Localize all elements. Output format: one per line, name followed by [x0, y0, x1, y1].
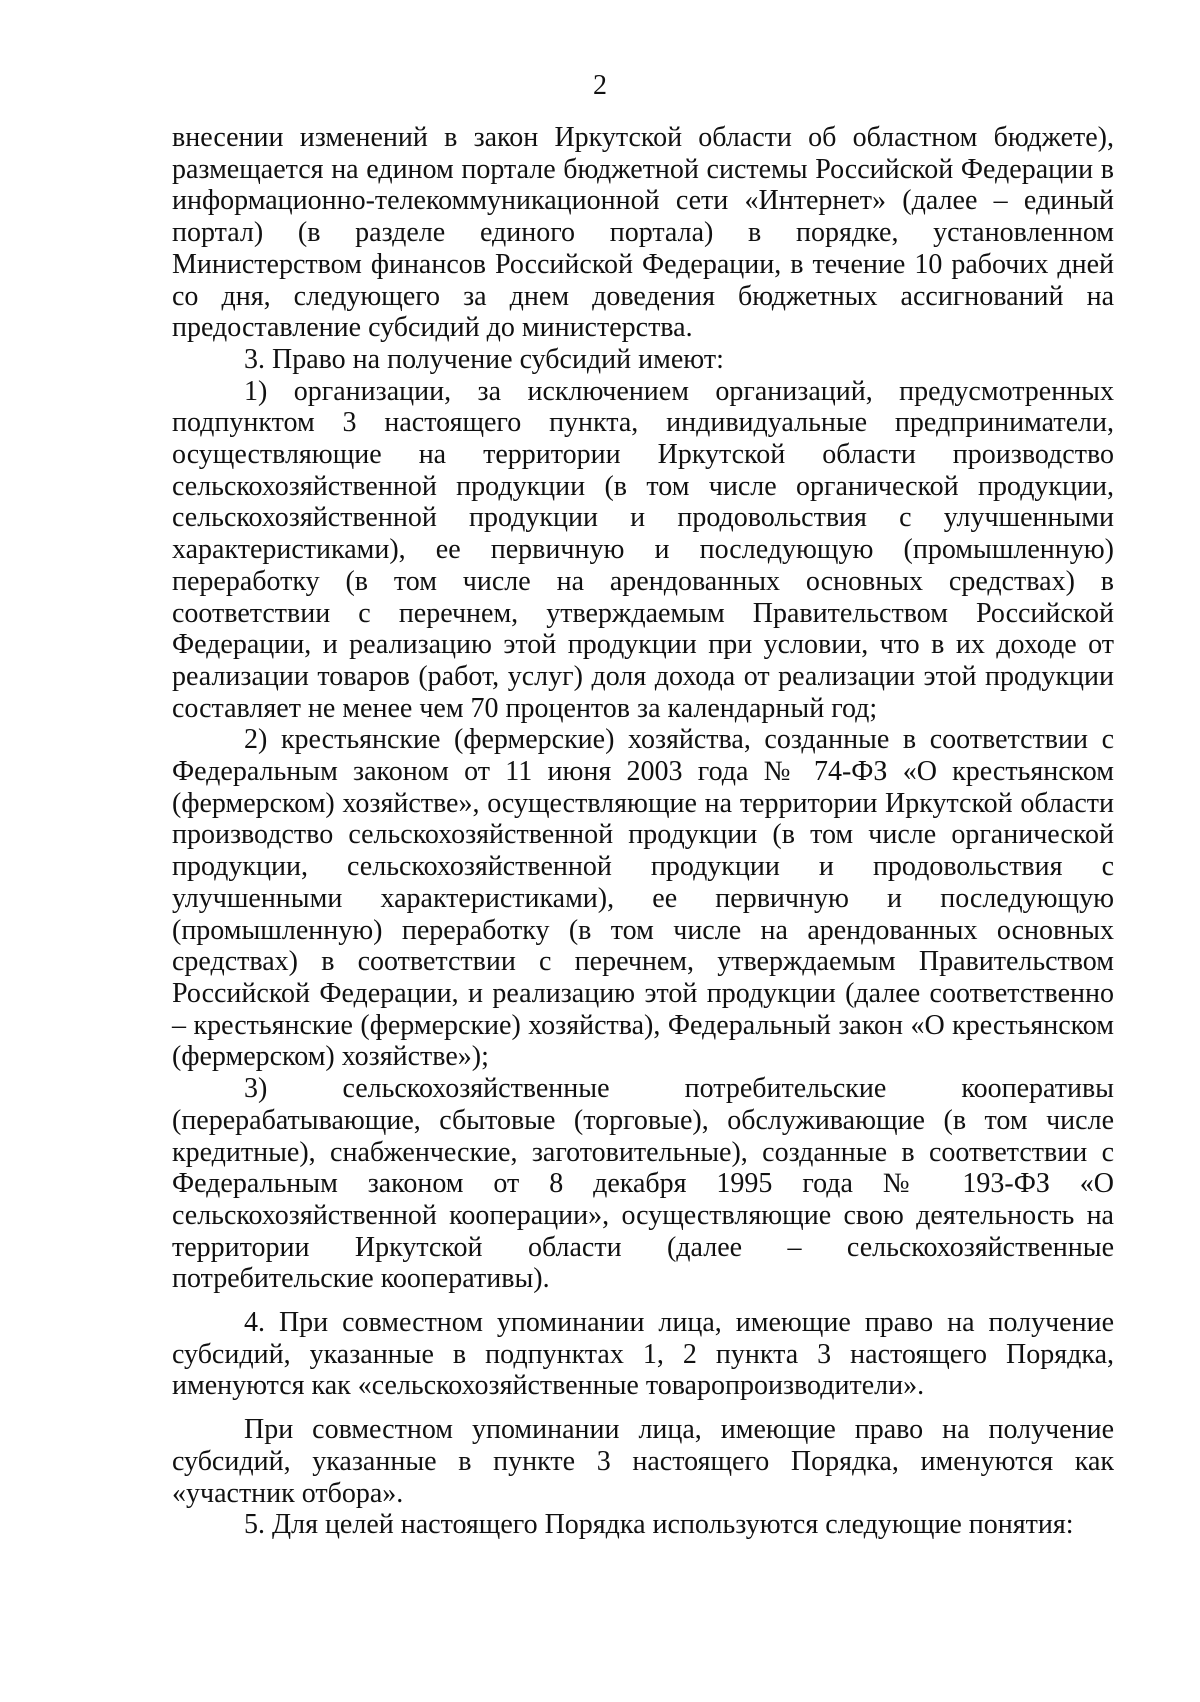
- paragraph-item-4: 4. При совместном упоминании лица, имеющие право на получение субсидий, указанные в подпунктах 1, 2 пункта 3 настоящего Порядка, именуются как «сельскохозяйственные товаропроизводители».: [172, 1307, 1114, 1402]
- paragraph-subitem-2-farms: 2) крестьянские (фермерские) хозяйства, созданные в соответствии с Федеральным законом от 11 июня 2003 года № 74-ФЗ «О крестьянском (фермерском) хозяйстве», осуществляющие на территории Иркутской области производство сельскохозяйственной продукции (в том числе органической продукции, сельскохозяйственной продукции и продовольствия с улучшенными характеристиками), ее первичную и последующую (промышленную) переработку (в том числе на арендованных основных средствах) в соответствии с перечнем, утверждаемым Правительством Российской Федерации, и реализацию этой продукции (далее соответственно – крестьянские (фермерские) хозяйства), Федеральный закон «О крестьянском (фермерском) хозяйстве»);: [172, 724, 1114, 1073]
- paragraph-item-5: 5. Для целей настоящего Порядка используются следующие понятия:: [244, 1509, 1074, 1541]
- paragraph-item-3-heading: 3. Право на получение субсидий имеют:: [244, 343, 724, 375]
- document-body: [172, 122, 1114, 1541]
- paragraph-subitem-3-cooperatives: 3) сельскохозяйственные потребительские кооперативы (перерабатывающие, сбытовые (торговые), обслуживающие (в том числе кредитные), снабженческие, заготовительные), созданные в соответствии с Федеральным законом от 8 декабря 1995 года № 193-ФЗ «О сельскохозяйственной кооперации», осуществляющие свою деятельность на территории Иркутской области (далее – сельскохозяйственные потребительские кооперативы).: [172, 1073, 1114, 1295]
- paragraph-selection-participant: При совместном упоминании лица, имеющие право на получение субсидий, указанные в пункте 3 настоящего Порядка, именуются как «участник отбора».: [172, 1414, 1114, 1509]
- paragraph-subitem-1-organizations: 1) организации, за исключением организаций, предусмотренных подпунктом 3 настоящего пункта, индивидуальные предприниматели, осуществляющие на территории Иркутской области производство сельскохозяйственной продукции (в том числе органической продукции, сельскохозяйственной продукции и продовольствия с улучшенными характеристиками), ее первичную и последующую (промышленную) переработку (в том числе на арендованных основных средствах) в соответствии с перечнем, утверждаемым Правительством Российской Федерации, и реализацию этой продукции при условии, что в их доходе от реализации товаров (работ, услуг) доля дохода от реализации этой продукции составляет не менее чем 70 процентов за календарный год;: [172, 375, 1114, 724]
- page-number: 2: [593, 70, 607, 101]
- paragraph-budget-publication: внесении изменений в закон Иркутской области об областном бюджете), размещается на едином портале бюджетной системы Российской Федерации в информационно-телекоммуникационной сети «Интернет» (далее – единый портал) (в разделе единого портала) в порядке, установленном Министерством финансов Российской Федерации, в течение 10 рабочих дней со дня, следующего за днем доведения бюджетных ассигнований на предоставление субсидий до министерства.: [172, 122, 1114, 344]
